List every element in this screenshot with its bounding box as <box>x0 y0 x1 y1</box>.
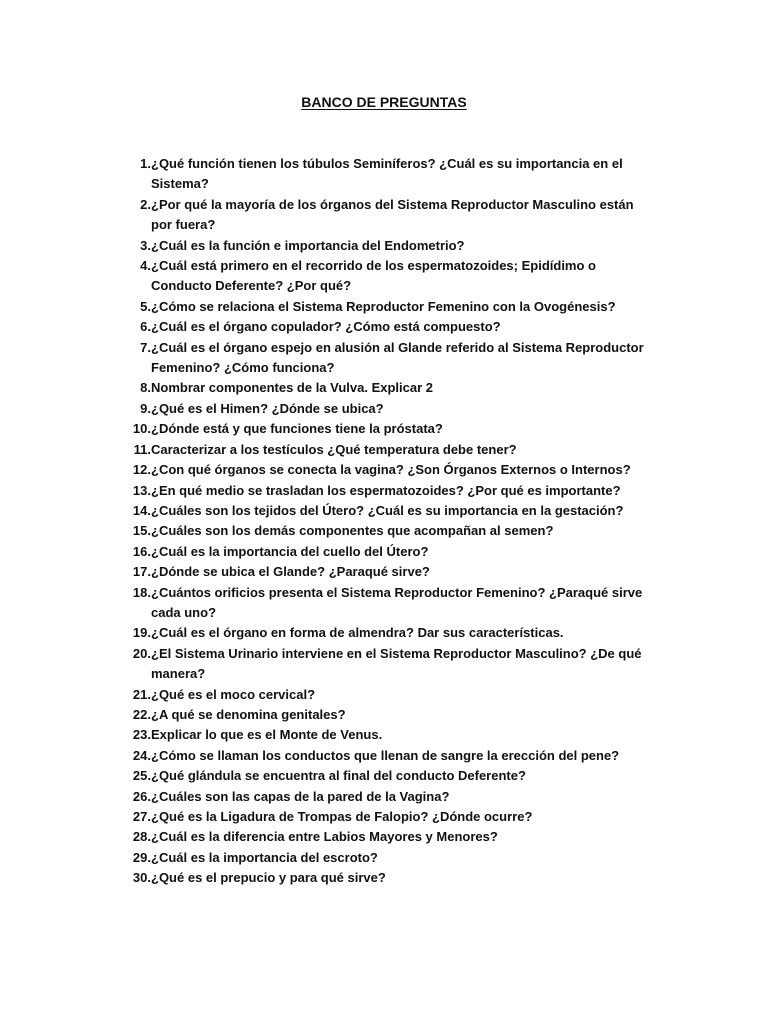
question-text: ¿El Sistema Urinario interviene en el Sistema Reproductor Masculino? ¿De qué manera? <box>151 645 642 682</box>
question-number <box>114 399 151 419</box>
question-text: ¿Qué glándula se encuentra al final del conducto Deferente? <box>151 768 526 784</box>
question-number-label: 6. <box>140 319 151 335</box>
question-item <box>114 460 654 480</box>
question-text: ¿Cuál es el órgano espejo en alusión al Glande referido al Sistema Reproductor Femenino? ¿Cómo funciona? <box>151 339 644 376</box>
question-item <box>114 868 654 888</box>
question-item <box>114 685 654 705</box>
question-number <box>114 746 151 766</box>
question-item <box>114 419 654 439</box>
question-text: ¿Cuál es la importancia del cuello del Útero? <box>151 543 429 559</box>
question-number-label: 8. <box>140 380 151 396</box>
question-number <box>114 807 151 827</box>
question-number-label: 7. <box>140 339 151 355</box>
question-number <box>114 317 151 337</box>
question-number <box>114 501 151 521</box>
question-item <box>114 623 654 643</box>
question-number-label: 14. <box>132 502 151 518</box>
question-text: ¿A qué se denomina genitales? <box>151 706 346 722</box>
question-number-label: 19. <box>132 625 151 641</box>
question-number-label: 17. <box>132 564 151 580</box>
question-number-label: 5. <box>140 298 151 314</box>
question-number <box>114 685 151 705</box>
question-text: ¿Cuál está primero en el recorrido de los espermatozoides; Epidídimo o Conducto Deferente? ¿Por qué? <box>151 258 596 294</box>
question-number-label: 10. <box>132 421 151 437</box>
question-number-label: 27. <box>132 809 151 824</box>
question-number <box>114 440 151 460</box>
question-number <box>114 868 151 888</box>
question-number <box>114 419 151 439</box>
question-number-label: 26. <box>132 788 151 804</box>
question-item <box>114 501 654 521</box>
question-text: ¿Con qué órganos se conecta la vagina? ¿Son Órganos Externos o Internos? <box>151 462 631 478</box>
question-item <box>114 481 654 501</box>
question-number-label: 25. <box>132 768 151 784</box>
question-number <box>114 787 151 807</box>
question-item <box>114 848 654 868</box>
question-number-label: 23. <box>132 727 151 743</box>
question-number-label: 28. <box>132 829 151 845</box>
question-item <box>114 317 654 337</box>
question-text: Caracterizar a los testículos ¿Qué temperatura debe tener? <box>151 441 517 457</box>
question-number <box>114 705 151 725</box>
question-number <box>114 154 151 195</box>
question-number-label: 15. <box>132 523 151 539</box>
question-item <box>114 705 654 725</box>
question-number-label: 22. <box>132 706 151 722</box>
question-number <box>114 562 151 582</box>
question-number-label: 2. <box>140 196 151 212</box>
question-text: ¿Dónde está y que funciones tiene la próstata? <box>151 421 443 437</box>
question-number-label: 16. <box>132 543 151 559</box>
question-number-label: 12. <box>132 462 151 478</box>
question-text: ¿Cuál es la diferencia entre Labios Mayores y Menores? <box>151 829 498 845</box>
question-number-label: 9. <box>140 400 151 416</box>
question-number <box>114 583 151 624</box>
question-list <box>114 154 654 889</box>
question-item <box>114 378 654 398</box>
question-item <box>114 440 654 460</box>
question-text: ¿En qué medio se trasladan los espermatozoides? ¿Por qué es importante? <box>151 482 621 498</box>
question-number-label: 30. <box>132 870 151 886</box>
question-number <box>114 195 151 236</box>
question-item <box>114 236 654 256</box>
question-text: ¿Cuál es la función e importancia del Endometrio? <box>151 237 465 253</box>
question-text: ¿Qué función tienen los túbulos Seminíferos? ¿Cuál es su importancia en el Sistema? <box>151 156 623 192</box>
question-number <box>114 521 151 541</box>
question-number <box>114 236 151 256</box>
question-item <box>114 787 654 807</box>
document-title-container <box>0 94 768 110</box>
question-item <box>114 746 654 766</box>
question-item <box>114 807 654 827</box>
question-item <box>114 521 654 541</box>
question-item <box>114 583 654 624</box>
question-text: ¿Qué es el Himen? ¿Dónde se ubica? <box>151 400 384 416</box>
question-number <box>114 338 151 379</box>
question-text: ¿Qué es el prepucio y para qué sirve? <box>151 870 386 886</box>
question-item <box>114 562 654 582</box>
question-number <box>114 623 151 643</box>
question-text: ¿Cuál es la importancia del escroto? <box>151 849 378 865</box>
question-number-label: 24. <box>132 747 151 763</box>
question-item <box>114 766 654 786</box>
question-text: ¿Qué es la Ligadura de Trompas de Falopio? ¿Dónde ocurre? <box>151 809 533 824</box>
question-number-label: 1. <box>140 156 151 171</box>
question-number <box>114 481 151 501</box>
question-item <box>114 827 654 847</box>
question-item <box>114 725 654 745</box>
question-item <box>114 399 654 419</box>
question-text: ¿Cuál es el órgano en forma de almendra? Dar sus características. <box>151 625 564 641</box>
question-number <box>114 827 151 847</box>
question-number-label: 13. <box>132 482 151 498</box>
question-item <box>114 195 654 236</box>
question-item <box>114 297 654 317</box>
question-text: ¿Cuáles son los demás componentes que acompañan al semen? <box>151 523 554 539</box>
question-number <box>114 725 151 745</box>
question-number <box>114 460 151 480</box>
question-number <box>114 297 151 317</box>
question-number <box>114 542 151 562</box>
question-number-label: 29. <box>132 849 151 865</box>
question-text: ¿Cuántos orificios presenta el Sistema Reproductor Femenino? ¿Paraqué sirve cada uno? <box>151 584 643 620</box>
question-number <box>114 256 151 297</box>
question-item <box>114 338 654 379</box>
question-text: ¿Cómo se llaman los conductos que llenan de sangre la erección del pene? <box>151 747 620 763</box>
question-text: Nombrar componentes de la Vulva. Explicar 2 <box>151 380 434 396</box>
question-number-label: 21. <box>132 686 151 702</box>
question-text: ¿Cómo se relaciona el Sistema Reproductor Femenino con la Ovogénesis? <box>151 298 616 314</box>
question-text: Explicar lo que es el Monte de Venus. <box>151 727 383 743</box>
question-item <box>114 542 654 562</box>
question-item <box>114 644 654 685</box>
question-number-label: 3. <box>140 237 151 253</box>
question-number-label: 20. <box>132 645 151 661</box>
question-number <box>114 848 151 868</box>
question-item <box>114 256 654 297</box>
question-number-label: 11. <box>133 441 151 457</box>
question-text: ¿Dónde se ubica el Glande? ¿Paraqué sirve? <box>151 564 430 580</box>
question-text: ¿Cuáles son los tejidos del Útero? ¿Cuál es su importancia en la gestación? <box>151 502 624 518</box>
question-number <box>114 766 151 786</box>
question-item <box>114 154 654 195</box>
question-text: ¿Cuál es el órgano copulador? ¿Cómo está compuesto? <box>151 319 501 335</box>
question-text: ¿Qué es el moco cervical? <box>151 686 316 702</box>
question-text: ¿Por qué la mayoría de los órganos del Sistema Reproductor Masculino están por fuera? <box>151 196 634 233</box>
question-text: ¿Cuáles son las capas de la pared de la Vagina? <box>151 788 450 804</box>
question-number-label: 4. <box>140 258 151 274</box>
question-number <box>114 644 151 685</box>
question-number <box>114 378 151 398</box>
question-number-label: 18. <box>132 584 151 600</box>
document-title: BANCO DE PREGUNTAS <box>301 94 467 110</box>
